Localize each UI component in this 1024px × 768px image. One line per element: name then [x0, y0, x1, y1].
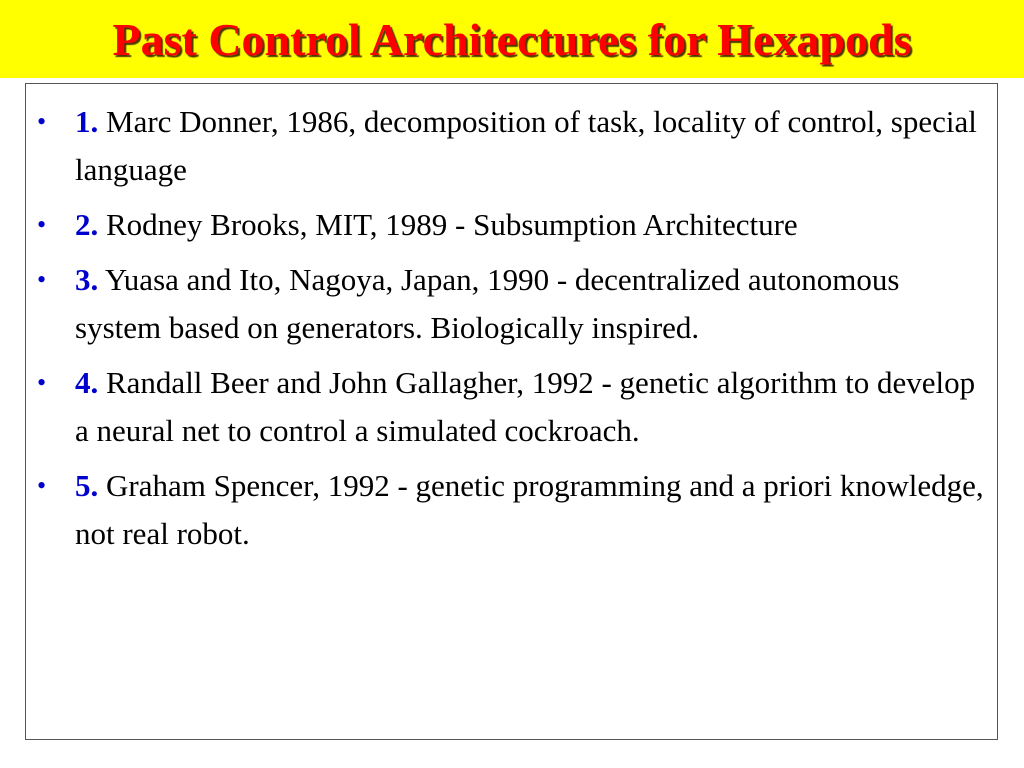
bullet-number: 3.: [75, 262, 99, 297]
bullet-item: [26, 462, 999, 558]
bullet-text: Rodney Brooks, MIT, 1989 - Subsumption Architecture: [106, 207, 798, 242]
bullet-text: Graham Spencer, 1992 - genetic programming and a priori knowledge, not real robot.: [75, 468, 984, 551]
bullet-number: 4.: [75, 365, 99, 400]
bullet-icon: •: [37, 210, 47, 239]
slide-title: Past Control Architectures for Hexapods: [112, 14, 912, 65]
bullet-list: [26, 98, 999, 565]
bullet-text: Yuasa and Ito, Nagoya, Japan, 1990 - decentralized autonomous system based on generators. Biologically inspired.: [75, 262, 900, 345]
bullet-number: 1.: [75, 104, 99, 139]
title-bar: [0, 0, 1024, 78]
bullet-item: [26, 98, 999, 194]
bullet-text: Randall Beer and John Gallagher, 1992 - genetic algorithm to develop a neural net to control a simulated cockroach.: [75, 365, 976, 448]
bullet-icon: •: [37, 265, 47, 294]
bullet-icon: •: [37, 368, 47, 397]
bullet-number: 5.: [75, 468, 99, 503]
bullet-text: Marc Donner, 1986, decomposition of task, locality of control, special language: [75, 104, 977, 187]
bullet-item: [26, 201, 999, 249]
bullet-icon: •: [37, 107, 47, 136]
bullet-item: [26, 256, 999, 352]
bullet-item: [26, 359, 999, 455]
bullet-number: 2.: [75, 207, 99, 242]
content-box: [25, 83, 998, 740]
bullet-icon: •: [37, 471, 47, 500]
